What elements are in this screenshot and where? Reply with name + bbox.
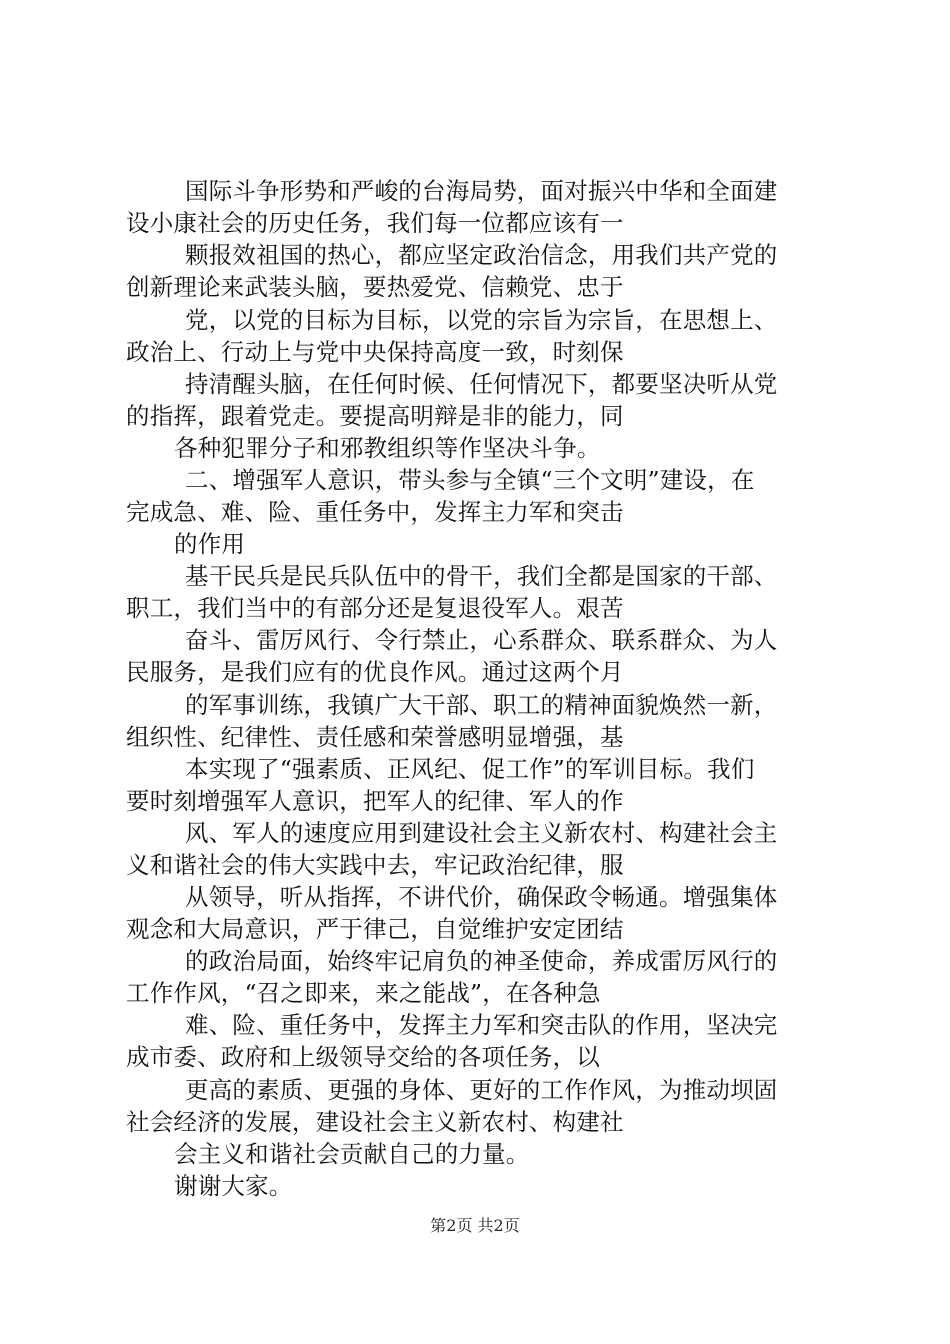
body-text-line: 基干民兵是民兵队伍中的骨干，我们全都是国家的干部、 [185,562,778,590]
section-heading-line: 二、增强军人意识，带头参与全镇“三个文明”建设，在 [185,466,755,494]
body-text-line: 持清醒头脑，在任何时候、任何情况下，都要坚决听从党 [185,370,778,398]
body-text-line: 工作作风，“召之即来，来之能战”，在各种急 [126,979,601,1007]
body-text-line: 风、军人的速度应用到建设社会主义新农村、构建社会主 [185,819,778,847]
body-text-line: 民服务，是我们应有的优良作风。通过这两个月 [126,658,624,686]
body-text-line: 的军事训练，我镇广大干部、职工的精神面貌焕然一新， [185,691,778,719]
page-footer: 第2页 共2页 [430,1216,520,1235]
body-text-line: 义和谐社会的伟大实践中去，牢记政治纪律，服 [126,851,624,879]
body-text-line: 设小康社会的历史任务，我们每一位都应该有一 [126,209,624,237]
body-text-line: 国际斗争形势和严峻的台海局势，面对振兴中华和全面建 [185,177,778,205]
body-text-line: 创新理论来武装头脑，要热爱党、信赖党、忠于 [126,273,624,301]
body-text-line: 颗报效祖国的热心，都应坚定政治信念，用我们共产党的 [185,241,778,269]
body-text-line: 社会经济的发展，建设社会主义新农村、构建社 [126,1108,624,1136]
body-text-line: 本实现了“强素质、正风纪、促工作”的军训目标。我们 [185,755,755,783]
body-text-line: 组织性、纪律性、责任感和荣誉感明显增强，基 [126,723,624,751]
body-text-line: 的指挥，跟着党走。要提高明辩是非的能力，同 [126,402,624,430]
body-text-line: 职工，我们当中的有部分还是复退役军人。艰苦 [126,594,624,622]
closing-line: 谢谢大家。 [174,1172,293,1200]
body-text-line: 成市委、政府和上级领导交给的各项任务，以 [126,1043,600,1071]
body-text-line: 政治上、行动上与党中央保持高度一致，时刻保 [126,338,624,366]
body-text-line: 党，以党的目标为目标，以党的宗旨为宗旨，在思想上、 [185,306,778,334]
body-text-line: 观念和大局意识，严于律己，自觉维护安定团结 [126,915,624,943]
body-text-line: 各种犯罪分子和邪教组织等作坚决斗争。 [174,434,601,462]
body-text-line: 从领导，听从指挥，不讲代价，确保政令畅通。增强集体 [185,883,778,911]
body-text-line: 奋斗、雷厉风行、令行禁止，心系群众、联系群众、为人 [185,626,778,654]
section-heading-line: 完成急、难、险、重任务中，发挥主力军和突击 [126,498,624,526]
body-text-line: 会主义和谐社会贡献自己的力量。 [174,1140,530,1168]
body-text-line: 的政治局面，始终牢记肩负的神圣使命，养成雷厉风行的 [185,947,778,975]
body-text-line: 更高的素质、更强的身体、更好的工作作风，为推动坝固 [185,1076,778,1104]
body-text-line: 要时刻增强军人意识，把军人的纪律、军人的作 [126,787,624,815]
body-text-line: 难、险、重任务中，发挥主力军和突击队的作用，坚决完 [185,1011,778,1039]
section-heading-line: 的作用 [174,530,246,558]
